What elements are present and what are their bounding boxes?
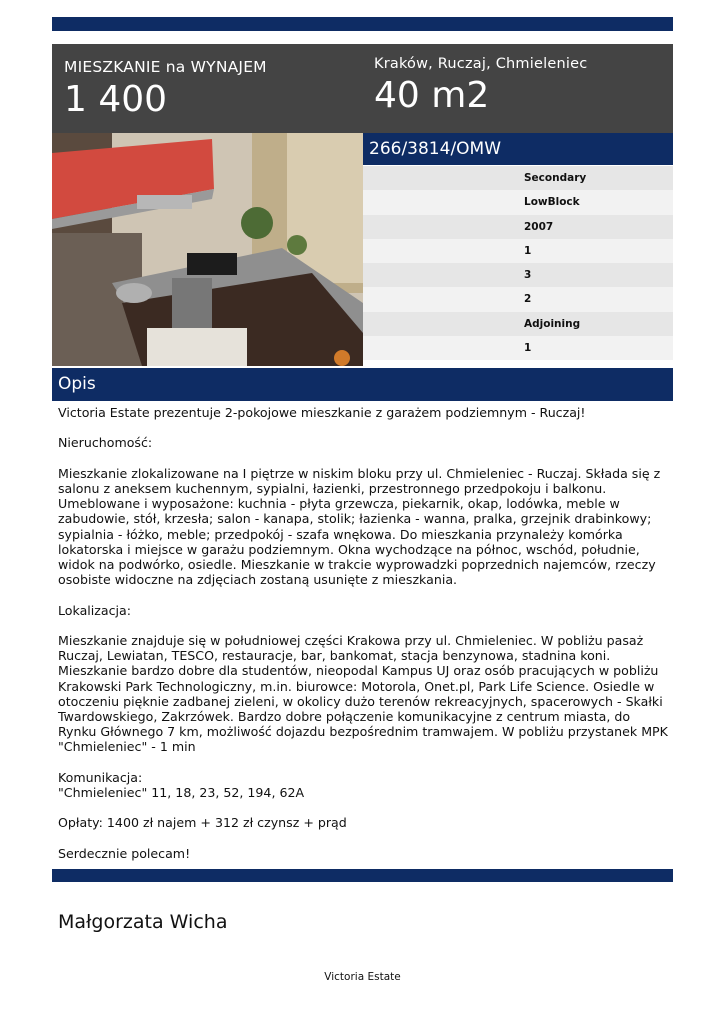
description-paragraph: Mieszkanie znajduje się w południowej części Krakowa przy ul. Chmieleniec. W pobliżu pasaż Ruczaj, Lewiatan, TESCO, restauracje, bar, bankomat, stacja benzynowa, stadnina koni. Mieszkanie bardzo dobre dla studentów, nieopodal Kampus UJ oraz osób pracujących w pobliżu Krakowski Park Technologiczny, m.in. biurowce: Motorola, Onet.pl, Park Life Science. Osiedle w otoczeniu pięknie zadbanej zieleni, w okolicy dużo terenów rekreacyjnych, spacerowych - Skałki Twardowskiego, Zakrzówek. Bardzo dobre połączenie komunikacyjne z centrum miasta, do Rynku Głównego 7 km, możliwość dojazdu bezpośrednim tramwajem. W pobliżu przystanek MPK "Chmieleniec" - 1 min bbox=[58, 632, 668, 755]
detail-row-floor: 1 bbox=[363, 239, 673, 263]
description-paragraph: Serdecznie polecam! bbox=[58, 845, 191, 861]
description-paragraph: Lokalizacja: bbox=[58, 602, 131, 618]
description-paragraph: Mieszkanie zlokalizowane na I piętrze w niskim bloku przy ul. Chmieleniec - Ruczaj. Składa się z salonu z aneksem kuchennym, sypialni, łazienki, przestronnego przedpokoju i balkonu. Umeblowane i wyposażone: kuchnia - płyta grzewcza, piekarnik, okap, lodówka, meble w zabudowie, stół, krzesła; salon - kanapa, stolik; łazienka - wanna, pralka, grzejnik drabinkowy; sypialnia - łóżko, meble; przedpokój - szafa wnękowa. Do mieszkania przynależy komórka lokatorska i miejsce w garażu podziemnym. Okna wychodzące na północ, wschód, południe, widok na podwórko, osiedle. Mieszkanie w trakcie wyprowadzki poprzednich najemców, rzeczy osobiste widoczne na zdjęciach zostaną usunięte z mieszkania. bbox=[58, 465, 661, 588]
detail-row-build-year: 2007 bbox=[363, 215, 673, 239]
detail-row-kitchen: Adjoining bbox=[363, 312, 673, 336]
listing-header bbox=[52, 44, 673, 133]
detail-row-value: 3 bbox=[363, 263, 673, 287]
description-paragraph: Victoria Estate prezentuje 2-pokojowe mieszkanie z garażem podziemnym - Ruczaj! bbox=[58, 405, 586, 420]
kitchen-photo bbox=[52, 133, 363, 366]
footer-company: Victoria Estate bbox=[324, 971, 401, 983]
description-body bbox=[58, 405, 670, 876]
description-paragraph: Opłaty: 1400 zł najem + 312 zł czynsz + prąd bbox=[58, 815, 347, 831]
listing-area: 40 m2 bbox=[374, 75, 490, 116]
reference-number: 266/3814/OMW bbox=[363, 133, 673, 165]
bottom-accent-bar bbox=[52, 869, 673, 882]
agent-name: Małgorzata Wicha bbox=[58, 911, 228, 933]
listing-type-label: MIESZKANIE na WYNAJEM bbox=[64, 58, 267, 76]
listing-location: Kraków, Ruczaj, Chmieleniec bbox=[374, 56, 588, 72]
listing-price: 1 400 bbox=[64, 79, 168, 120]
description-heading: Opis bbox=[52, 368, 673, 401]
detail-row-rooms: 2 bbox=[363, 287, 673, 311]
detail-row-building-type: LowBlock bbox=[363, 190, 673, 214]
details-table bbox=[363, 166, 673, 360]
description-paragraph: Nieruchomość: bbox=[58, 435, 153, 451]
top-accent-bar bbox=[52, 17, 673, 31]
detail-row-bathrooms: 1 bbox=[363, 336, 673, 360]
description-paragraph: Komunikacja: "Chmieleniec" 11, 18, 23, 52, 194, 62A bbox=[58, 769, 305, 800]
detail-row-market: Secondary bbox=[363, 166, 673, 190]
